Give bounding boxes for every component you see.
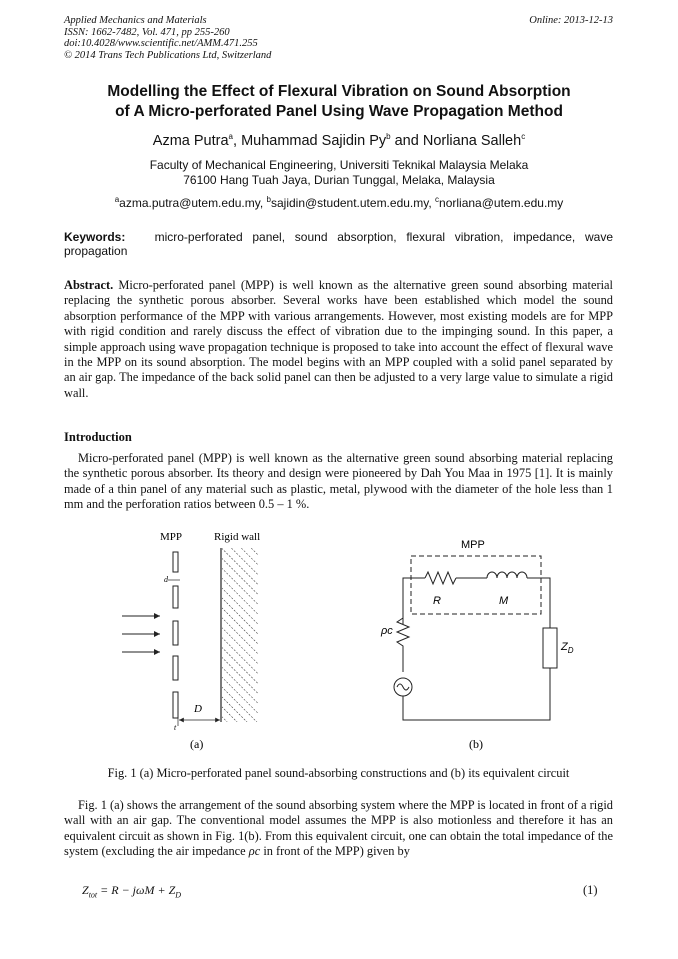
inductor-m [487,572,527,578]
affiliation-line-1: Faculty of Mechanical Engineering, Universiti Teknikal Malaysia Melaka [149,158,529,172]
copyright-line: © 2014 Trans Tech Publications Ltd, Switzerland [64,49,272,61]
circuit-wires [394,572,557,720]
fig-a-label-d: d [164,575,168,584]
fig-b-label-m: M [499,595,509,607]
fig-a-caption: (a) [190,737,204,751]
online-date: Online: 2013-12-13 [529,15,613,26]
doi-line: doi:10.4028/www.scientific.net/AMM.471.255 [64,38,258,49]
author-1-sup: a [228,132,233,141]
fig-a-label-rigid-wall: Rigid wall [214,531,261,543]
author-emails [60,192,618,211]
intro-paragraph-1: Micro-perforated panel (MPP) is well known as the alternative green sound absorbing material replacing the synthetic porous absorber. Its theory and design were pioneered by Dah You Maa in 1975 [1]. It is mainly made of a thin panel of any material such as plastic, metal, plywood with the diameter of the hole less than 1 mm and the perforation ratios between 0.5 – 1 %. [64,451,613,512]
eq-rhs-sub: D [175,890,182,900]
abstract [64,278,613,401]
figure-1b-equivalent-circuit [345,526,585,758]
author-2: Muhammad Sajidin Py [241,132,387,149]
keywords [64,230,613,258]
author-sep-1: , [233,132,242,149]
author-1: Azma Putra [152,132,229,149]
fig-a-label-t: t [174,723,177,732]
fig-a-label-D: D [194,703,202,715]
email-c: norliana@utem.edu.my [439,196,564,210]
eq-lhs: Z [82,883,89,897]
resistor-r [425,572,456,584]
keywords-label: Keywords: [64,230,126,244]
abstract-text: Micro-perforated panel (MPP) is well known as the alternative green sound absorbing material replacing the synthetic porous absorber. Several works have been established which model the sound absorption performance of the MPP with various arrangements. However, most existing models are for MPP with rigid condition and rarely discuss the effect of vibration due to the impinging sound. In this paper, a simple approach using wave propagation technique is proposed to take into account the effect of flexural wave in the MPP on its sound absorption. The model begins with an MPP coupled with a solid panel separated by an air gap. The impedance of the back solid panel can then be adjusted to a very large value to simulate a rigid wall. [64,278,613,400]
eq-lhs-sub: tot [88,890,98,900]
journal-name: Applied Mechanics and Materials [64,15,207,26]
email-b-sup: b [266,195,271,204]
intro-paragraph-2 [64,798,613,860]
resistor-rhoc [397,614,409,672]
equation-number: (1) [583,883,598,897]
equation-1 [82,883,181,899]
figure-caption: Fig. 1 (a) Micro-perforated panel sound-absorbing constructions and (b) its equivalent circuit [107,766,570,780]
author-3: Norliana Salleh [422,132,522,149]
para2-text-a: Fig. 1 (a) shows the arrangement of the sound absorbing system where the MPP is located in front of a rigid wall with an air gap. The conventional model assumes the MPP is also motionless and therefore it has an equivalent circuit as shown in Fig. 1(b). From this equivalent circuit, one can obtain the total impedance of the system (excluding the air impedance [64,798,613,859]
author-3-sup: c [521,132,526,141]
para2-rho-c: ρc [248,844,261,859]
impedance-zd [543,628,557,668]
affiliation-line-2: 76100 Hang Tuah Jaya, Durian Tunggal, Melaka, Malaysia [183,173,495,187]
incident-sound-arrows [122,616,160,652]
title-line-2: of A Micro-perforated Panel Using Wave Propagation Method [115,103,563,120]
title-line-1: Modelling the Effect of Flexural Vibration on Sound Absorption [107,83,571,100]
author-2-sup: b [386,132,391,141]
section-heading-introduction: Introduction [64,430,132,444]
eq-rhs: = R − jωM + Z [97,883,176,897]
fig-b-label-rhoc: ρc [381,625,393,637]
mpp-dashed-box [411,556,541,614]
author-list [60,132,618,149]
mpp-panel [173,552,178,718]
journal-header [64,15,271,61]
author-sep-2: and [390,132,423,149]
email-c-sup: c [435,195,440,204]
figure-1a-mpp-construction [110,526,290,758]
rigid-wall-hatch [222,548,258,722]
email-a: azma.putra@utem.edu.my, [119,196,267,210]
email-a-sup: a [114,195,120,204]
fig-a-label-mpp: MPP [160,531,183,543]
fig-b-label-mpp: MPP [461,539,485,551]
email-b: sajidin@student.utem.edu.my, [270,196,436,210]
keywords-text: micro-perforated panel, sound absorption, flexural vibration, impedance, wave propagation [64,230,613,258]
paper-title [60,82,618,122]
fig-b-caption: (b) [469,737,483,751]
issn-line: ISSN: 1662-7482, Vol. 471, pp 255-260 [64,26,230,38]
fig-b-label-r: R [433,595,441,607]
fig-b-label-zd: $Z_D$ [561,641,574,655]
abstract-label: Abstract. [64,278,114,292]
para2-text-b: in front of the MPP) given by [260,844,410,859]
affiliation [60,158,618,211]
